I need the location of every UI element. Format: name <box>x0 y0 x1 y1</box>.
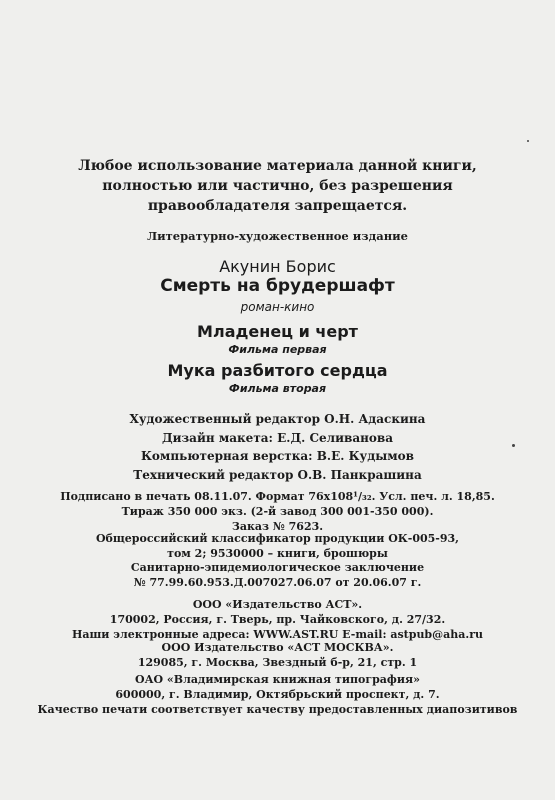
scan-speck <box>512 444 515 447</box>
credit-line: Художественный редактор О.Н. Адаскина <box>129 412 426 426</box>
warning-line: полностью или частично, без разрешения <box>102 178 453 194</box>
sanitary-conclusion <box>0 560 555 590</box>
warning-line: правообладателя запрещается. <box>147 198 408 214</box>
credit-line: Компьютерная верстка: В.Е. Кудымов <box>140 449 414 463</box>
film1-title: Младенец и черт <box>197 322 358 341</box>
publisher-moscow <box>0 640 555 670</box>
publisher-line: Наши электронные адреса: WWW.AST.RU E-mail: astpub@aha.ru <box>71 628 484 641</box>
printer-line: ОАО «Владимирская книжная типография» <box>134 673 421 686</box>
print-info <box>0 489 555 534</box>
edition-type: Литературно-художественное издание <box>146 229 408 243</box>
scan-speck <box>527 140 529 142</box>
publisher-line: 129085, г. Москва, Звездный б-р, 21, стр. 1 <box>137 656 418 669</box>
author-name: Акунин Борис <box>219 257 336 276</box>
publisher-line: 170002, Россия, г. Тверь, пр. Чайковского, д. 27/32. <box>109 613 446 626</box>
classifier-line: том 2; 9530000 – книги, брошюры <box>167 547 388 560</box>
publisher-line: ООО Издательство «АСТ МОСКВА». <box>161 641 394 654</box>
book-title: Смерть на брудершафт <box>160 276 395 296</box>
print-info-line: Подписано в печать 08.11.07. Формат 76х108¹/₃₂. Усл. печ. л. 18,85. <box>60 490 495 503</box>
classifier-line: Общероссийский классификатор продукции ОК-005-93, <box>95 532 460 545</box>
publisher-ast <box>0 597 555 642</box>
sanitary-line: Санитарно-эпидемиологическое заключение <box>130 561 425 574</box>
printer-info <box>0 672 555 717</box>
credit-line: Технический редактор О.В. Панкрашина <box>133 467 422 482</box>
printer-line: 600000, г. Владимир, Октябрьский проспект, д. 7. <box>115 688 440 701</box>
printer-line: Качество печати соответствует качеству предоставленных диапозитивов <box>37 703 518 716</box>
product-classifier <box>0 531 555 561</box>
copyright-warning <box>0 156 555 216</box>
film2-title: Мука разбитого сердца <box>167 361 388 380</box>
publisher-line: ООО «Издательство АСТ». <box>192 598 363 611</box>
sanitary-line: № 77.99.60.953.Д.007027.06.07 от 20.06.07 г. <box>133 576 422 589</box>
book-genre: роман-кино <box>240 300 315 314</box>
film1-label: Фильма первая <box>228 343 327 356</box>
credits-list <box>0 410 555 484</box>
print-info-line: Тираж 350 000 экз. (2-й завод 300 001-350 000). <box>121 505 434 518</box>
credit-line: Дизайн макета: Е.Д. Селиванова <box>161 430 394 445</box>
film2-label: Фильма вторая <box>228 382 327 395</box>
print-info-line: Заказ № 7623. <box>231 520 324 533</box>
warning-line: Любое использование материала данной книги, <box>78 158 477 174</box>
